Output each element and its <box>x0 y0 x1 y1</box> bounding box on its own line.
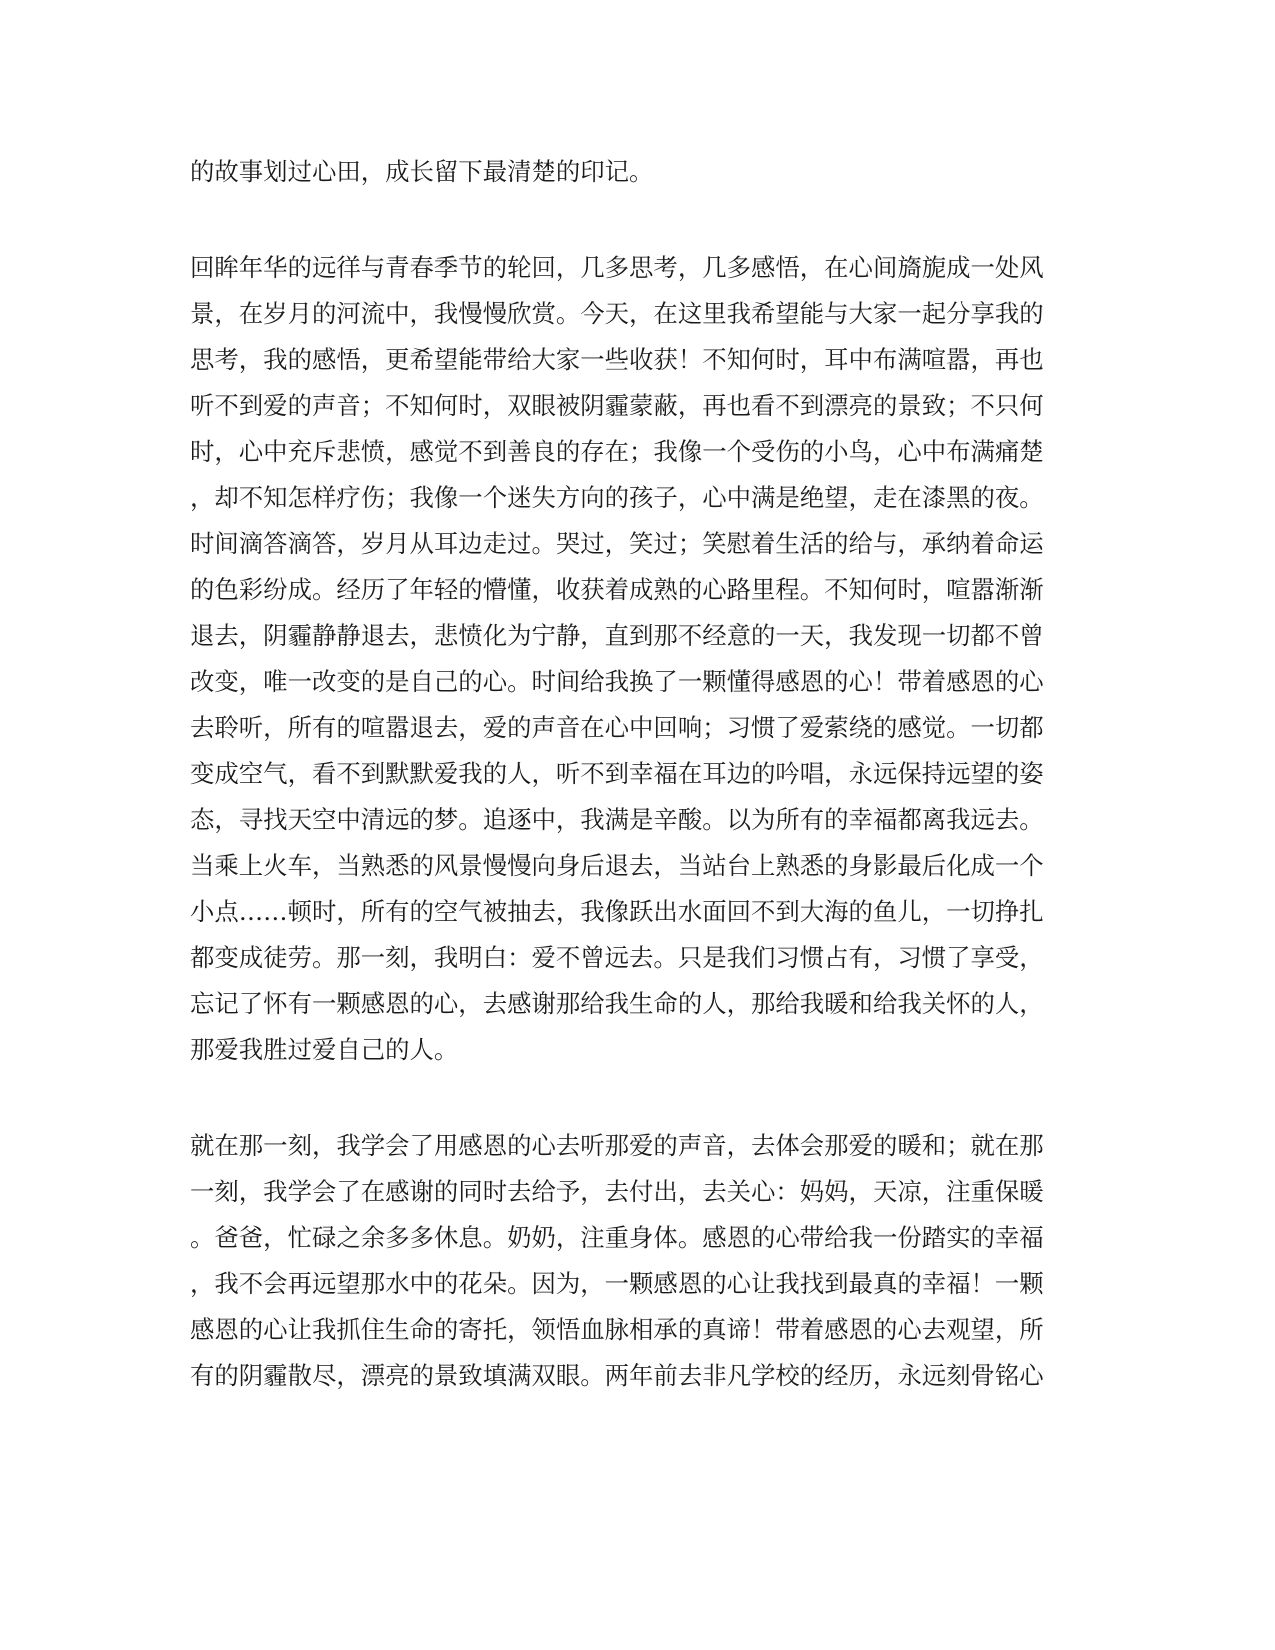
text-line: 听不到爱的声音；不知何时，双眼被阴霾蒙蔽，再也看不到漂亮的景致；不只何 <box>190 391 1044 420</box>
text-line: 一刻，我学会了在感谢的同时去给予，去付出，去关心：妈妈，天凉，注重保暖 <box>190 1177 1044 1206</box>
text-line: ，却不知怎样疗伤；我像一个迷失方向的孩子，心中满是绝望，走在漆黑的夜。 <box>190 483 1044 512</box>
text-line: 都变成徒劳。那一刻，我明白：爱不曾远去。只是我们习惯占有，习惯了享受， <box>190 943 1044 972</box>
text-line: 的故事划过心田，成长留下最清楚的印记。 <box>190 157 654 186</box>
text-line: 有的阴霾散尽，漂亮的景致填满双眼。两年前去非凡学校的经历，永远刻骨铭心 <box>190 1361 1044 1390</box>
text-line: 去聆听，所有的喧嚣退去，爱的声音在心中回响；习惯了爱萦绕的感觉。一切都 <box>190 713 1044 742</box>
text-line: 改变，唯一改变的是自己的心。时间给我换了一颗懂得感恩的心！带着感恩的心 <box>190 667 1044 696</box>
text-line: 回眸年华的远徉与青春季节的轮回，几多思考，几多感悟，在心间旖旎成一处风 <box>190 253 1044 282</box>
text-line: 忘记了怀有一颗感恩的心，去感谢那给我生命的人，那给我暖和给我关怀的人， <box>190 989 1044 1018</box>
text-line: 的色彩纷成。经历了年轻的懵懂，收获着成熟的心路里程。不知何时，喧嚣渐渐 <box>190 575 1044 604</box>
text-line: 时间滴答滴答，岁月从耳边走过。哭过，笑过；笑慰着生活的给与，承纳着命运 <box>190 529 1044 558</box>
text-line: 就在那一刻，我学会了用感恩的心去听那爱的声音，去体会那爱的暖和；就在那 <box>190 1131 1044 1160</box>
text-line: 当乘上火车，当熟悉的风景慢慢向身后退去，当站台上熟悉的身影最后化成一个 <box>190 851 1044 880</box>
text-line: ，我不会再远望那水中的花朵。因为，一颗感恩的心让我找到最真的幸福！一颗 <box>190 1269 1044 1298</box>
text-line: 时，心中充斥悲愤，感觉不到善良的存在；我像一个受伤的小鸟，心中布满痛楚 <box>190 437 1044 466</box>
text-line: 感恩的心让我抓住生命的寄托，领悟血脉相承的真谛！带着感恩的心去观望，所 <box>190 1315 1044 1344</box>
text-line: 变成空气，看不到默默爱我的人，听不到幸福在耳边的吟唱，永远保持远望的姿 <box>190 759 1044 788</box>
text-line: 那爱我胜过爱自己的人。 <box>190 1035 459 1064</box>
text-line: 景，在岁月的河流中，我慢慢欣赏。今天，在这里我希望能与大家一起分享我的 <box>190 299 1044 328</box>
text-line: 。爸爸，忙碌之余多多休息。奶奶，注重身体。感恩的心带给我一份踏实的幸福 <box>190 1223 1044 1252</box>
text-line: 小点……顿时，所有的空气被抽去，我像跃出水面回不到大海的鱼儿，一切挣扎 <box>190 897 1044 926</box>
text-line: 退去，阴霾静静退去，悲愤化为宁静，直到那不经意的一天，我发现一切都不曾 <box>190 621 1044 650</box>
text-line: 态，寻找天空中清远的梦。追逐中，我满是辛酸。以为所有的幸福都离我远去。 <box>190 805 1044 834</box>
text-line: 思考，我的感悟，更希望能带给大家一些收获！不知何时，耳中布满喧嚣，再也 <box>190 345 1044 374</box>
